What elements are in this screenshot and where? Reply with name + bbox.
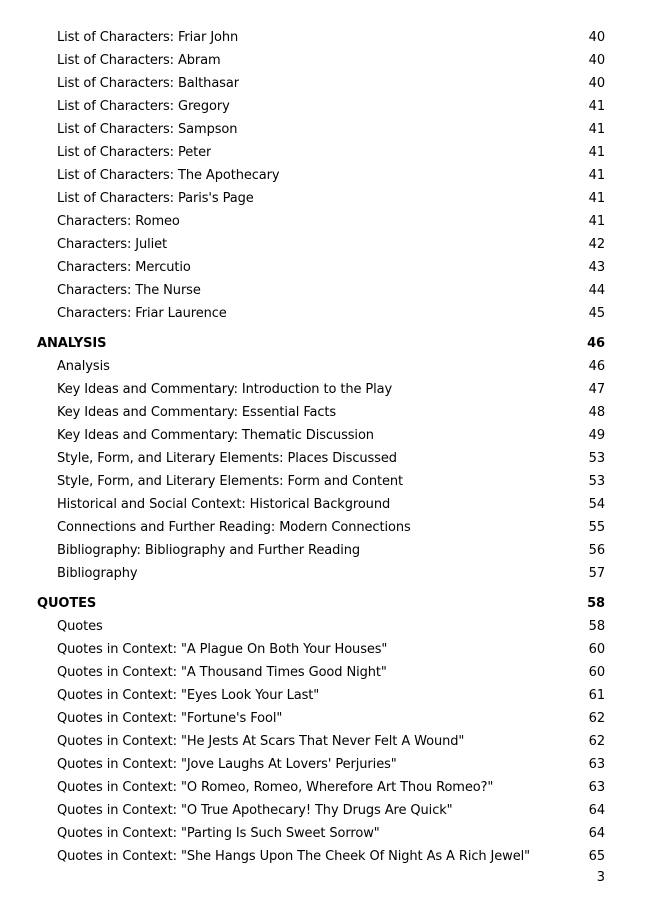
toc-section — [37, 332, 605, 585]
toc-entry[interactable] — [37, 707, 605, 730]
toc-entry-label: Quotes in Context: "A Thousand Times Good Night" — [57, 665, 387, 680]
toc-entry-page: 41 — [588, 191, 605, 206]
toc-entry[interactable] — [37, 684, 605, 707]
toc-entry-page: 62 — [588, 734, 605, 749]
toc-section — [37, 592, 605, 868]
toc-entry-label: Key Ideas and Commentary: Introduction to the Play — [57, 382, 393, 397]
toc-entry[interactable] — [37, 424, 605, 447]
toc-entry[interactable] — [37, 799, 605, 822]
toc-section-header-page: 46 — [587, 336, 605, 351]
toc-entry-page: 57 — [588, 566, 605, 581]
toc-entry-page: 63 — [588, 780, 605, 795]
toc-entry-page: 42 — [588, 237, 605, 252]
toc-entry-label: List of Characters: Peter — [57, 145, 212, 160]
toc-entry-page: 60 — [588, 665, 605, 680]
toc-entry-label: Quotes in Context: "Eyes Look Your Last" — [57, 688, 320, 703]
toc-entry[interactable] — [37, 233, 605, 256]
toc-entry[interactable] — [37, 401, 605, 424]
toc-entry[interactable] — [37, 753, 605, 776]
toc-entry-label: Quotes — [57, 619, 103, 634]
toc-entry-label: Quotes in Context: "O True Apothecary! Thy Drugs Are Quick" — [57, 803, 453, 818]
toc-entry-page: 41 — [588, 99, 605, 114]
toc-entry[interactable] — [37, 187, 605, 210]
toc-entry-page: 40 — [588, 76, 605, 91]
toc-entry-label: List of Characters: Sampson — [57, 122, 238, 137]
toc-entry[interactable] — [37, 661, 605, 684]
toc-section-header-label: ANALYSIS — [37, 336, 107, 351]
toc-entry[interactable] — [37, 95, 605, 118]
toc-entry-label: Characters: Romeo — [57, 214, 180, 229]
toc-entry[interactable] — [37, 279, 605, 302]
toc-entry-page: 64 — [588, 803, 605, 818]
toc-entry-label: List of Characters: Balthasar — [57, 76, 239, 91]
toc-entry-page: 49 — [588, 428, 605, 443]
toc-entry-page: 48 — [588, 405, 605, 420]
toc-entry-page: 63 — [588, 757, 605, 772]
toc-entry[interactable] — [37, 26, 605, 49]
toc-entry[interactable] — [37, 615, 605, 638]
toc-entry[interactable] — [37, 118, 605, 141]
toc-section-header-page: 58 — [587, 596, 605, 611]
toc-entry-label: Style, Form, and Literary Elements: Form and Content — [57, 474, 404, 489]
toc-entry[interactable] — [37, 164, 605, 187]
toc-entry-page: 45 — [588, 306, 605, 321]
toc-entry-label: Characters: The Nurse — [57, 283, 201, 298]
toc-entry-label: Characters: Friar Laurence — [57, 306, 227, 321]
toc-entry[interactable] — [37, 776, 605, 799]
toc-entry-label: Historical and Social Context: Historical Background — [57, 497, 391, 512]
toc-entry-label: Analysis — [57, 359, 110, 374]
toc-entry-label: Bibliography — [57, 566, 138, 581]
toc-entry-page: 60 — [588, 642, 605, 657]
toc-entry[interactable] — [37, 141, 605, 164]
toc-entry-label: Quotes in Context: "Jove Laughs At Lovers' Perjuries" — [57, 757, 397, 772]
toc-entry-label: List of Characters: Gregory — [57, 99, 230, 114]
toc-entry[interactable] — [37, 470, 605, 493]
toc-entry[interactable] — [37, 822, 605, 845]
toc-section — [37, 26, 605, 325]
toc-entry-label: Style, Form, and Literary Elements: Places Discussed — [57, 451, 397, 466]
toc-entry-label: Quotes in Context: "He Jests At Scars That Never Felt A Wound" — [57, 734, 465, 749]
toc-entry-page: 55 — [588, 520, 605, 535]
toc-entry[interactable] — [37, 845, 605, 868]
table-of-contents — [37, 26, 605, 868]
toc-entry-page: 61 — [588, 688, 605, 703]
toc-section-header-label: QUOTES — [37, 596, 97, 611]
toc-entry[interactable] — [37, 256, 605, 279]
toc-entry-page: 62 — [588, 711, 605, 726]
toc-entry-label: Connections and Further Reading: Modern Connections — [57, 520, 411, 535]
toc-entry-label: Key Ideas and Commentary: Essential Facts — [57, 405, 337, 420]
page-footer — [597, 866, 605, 889]
toc-entry[interactable] — [37, 355, 605, 378]
toc-entry[interactable] — [37, 72, 605, 95]
toc-entry-page: 54 — [588, 497, 605, 512]
toc-entry-label: List of Characters: The Apothecary — [57, 168, 280, 183]
toc-entry-page: 47 — [588, 382, 605, 397]
toc-entry-page: 65 — [588, 849, 605, 864]
toc-entry-page: 56 — [588, 543, 605, 558]
toc-entry[interactable] — [37, 210, 605, 233]
toc-entry-label: Quotes in Context: "A Plague On Both Your Houses" — [57, 642, 388, 657]
toc-entry[interactable] — [37, 447, 605, 470]
toc-entry-page: 40 — [588, 30, 605, 45]
toc-entry-label: Quotes in Context: "Fortune's Fool" — [57, 711, 283, 726]
toc-entry-label: List of Characters: Abram — [57, 53, 221, 68]
toc-entry-page: 41 — [588, 214, 605, 229]
toc-entry[interactable] — [37, 493, 605, 516]
toc-entry-page: 46 — [588, 359, 605, 374]
toc-entry-label: Characters: Juliet — [57, 237, 168, 252]
toc-entry[interactable] — [37, 49, 605, 72]
toc-entry-page: 64 — [588, 826, 605, 841]
toc-entry-page: 41 — [588, 122, 605, 137]
toc-entry-page: 53 — [588, 474, 605, 489]
toc-entry-label: List of Characters: Friar John — [57, 30, 239, 45]
toc-entry-page: 41 — [588, 145, 605, 160]
toc-entry-label: Key Ideas and Commentary: Thematic Discussion — [57, 428, 374, 443]
toc-entry[interactable] — [37, 638, 605, 661]
toc-entry-label: Quotes in Context: "She Hangs Upon The Cheek Of Night As A Rich Jewel" — [57, 849, 531, 864]
toc-entry-page: 58 — [588, 619, 605, 634]
toc-entry[interactable] — [37, 516, 605, 539]
toc-entry-label: Bibliography: Bibliography and Further Reading — [57, 543, 361, 558]
toc-entry-page: 53 — [588, 451, 605, 466]
toc-entry-page: 43 — [588, 260, 605, 275]
toc-entry-page: 44 — [588, 283, 605, 298]
toc-entry[interactable] — [37, 302, 605, 325]
toc-entry-page: 41 — [588, 168, 605, 183]
toc-entry[interactable] — [37, 562, 605, 585]
toc-entry[interactable] — [37, 378, 605, 401]
toc-section-header[interactable] — [37, 592, 605, 615]
footer-page-number: 3 — [596, 870, 605, 885]
toc-section-header[interactable] — [37, 332, 605, 355]
toc-entry-label: Characters: Mercutio — [57, 260, 191, 275]
toc-entry-label: Quotes in Context: "O Romeo, Romeo, Wherefore Art Thou Romeo?" — [57, 780, 494, 795]
toc-entry[interactable] — [37, 730, 605, 753]
toc-entry-label: Quotes in Context: "Parting Is Such Sweet Sorrow" — [57, 826, 380, 841]
toc-entry[interactable] — [37, 539, 605, 562]
toc-entry-page: 40 — [588, 53, 605, 68]
toc-entry-label: List of Characters: Paris's Page — [57, 191, 254, 206]
